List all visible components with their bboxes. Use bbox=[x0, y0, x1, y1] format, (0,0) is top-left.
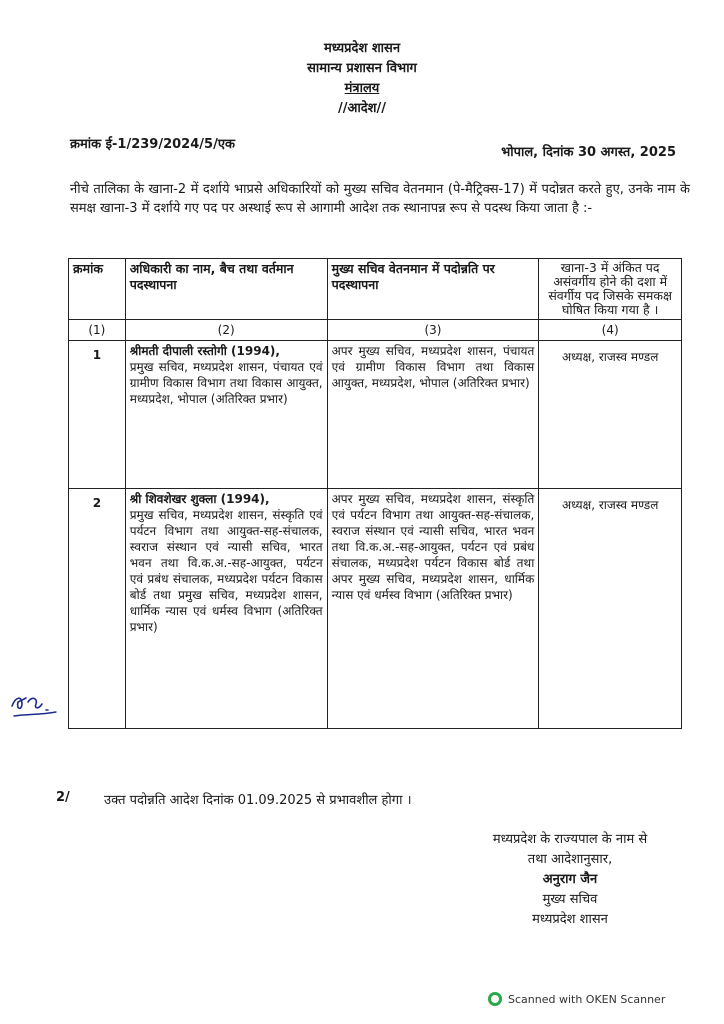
signatory-designation: मुख्य सचिव bbox=[542, 892, 598, 907]
order-title: //आदेश// bbox=[337, 101, 387, 116]
scanner-label: Scanned with OKEN Scanner bbox=[508, 992, 666, 1006]
current-posting: प्रमुख सचिव, मध्यप्रदेश शासन, संस्कृति एवं पर्यटन विभाग तथा आयुक्त-सह-संचालक, स्वराज संस्थान एवं न्यासी सचिव, भारत भवन तथा वि.क.अ.-सह-आयुक्त, पर्यटन एवं प्रबंध संचालक, मध्यप्रदेश पर्यटन विकास बोर्ड तथा प्रमुख सचिव, मध्यप्रदेश शासन, धार्मिक न्यास एवं धर्मस्व विभाग (अतिरिक्त प्रभार) bbox=[129, 508, 323, 634]
officer-cell bbox=[125, 341, 327, 489]
header-equivalent-post: खाना-3 में अंकित पद असंवर्गीय होने की दशा में संवर्गीय पद जिसके समकक्ष घोषित किया गया है । bbox=[539, 259, 682, 320]
intro-paragraph: नीचे तालिका के खाना-2 में दर्शाये भाप्रसे अधिकारियों को मुख्य सचिव वेतनमान (पे-मैट्रिक्स-17) में पदोन्नत करते हुए, उनके नाम के समक्ष खाना-3 में दर्शाये गए पद पर अस्थाई रूप से आगामी आदेश तक स्थानापन्न रूप से पदस्थ किया जाता है :- bbox=[70, 182, 690, 216]
signature-line1: मध्यप्रदेश के राज्यपाल के नाम से bbox=[492, 832, 648, 847]
signatory-office: मध्यप्रदेश शासन bbox=[532, 912, 608, 927]
equivalent-post: अध्यक्ष, राजस्व मण्डल bbox=[539, 489, 682, 729]
govt-name: मध्यप्रदेश शासन bbox=[323, 41, 401, 56]
scanner-logo-icon bbox=[488, 992, 502, 1006]
equivalent-post: अध्यक्ष, राजस्व मण्डल bbox=[539, 341, 682, 489]
row-serial: 1 bbox=[69, 341, 126, 489]
promotion-posting: अपर मुख्य सचिव, मध्यप्रदेश शासन, पंचायत एवं ग्रामीण विकास विभाग तथा विकास आयुक्त, मध्यप्रदेश, भोपाल (अतिरिक्त प्रभार) bbox=[327, 341, 539, 489]
handwritten-margin-mark bbox=[8, 688, 60, 724]
table-row bbox=[69, 341, 682, 489]
signatory-name: अनुराग जैन bbox=[542, 872, 598, 887]
promotion-table bbox=[68, 258, 682, 729]
header-serial: क्रमांक bbox=[69, 259, 126, 320]
clause-text: उक्त पदोन्नति आदेश दिनांक 01.09.2025 से प्रभावशील होगा । bbox=[104, 793, 412, 808]
officer-name: श्रीमती दीपाली रस्तोगी (1994), bbox=[129, 344, 280, 358]
row-serial: 2 bbox=[69, 489, 126, 729]
promotion-posting: अपर मुख्य सचिव, मध्यप्रदेश शासन, संस्कृति एवं पर्यटन विभाग तथा आयुक्त-सह-संचालक, स्वराज संस्थान एवं न्यासी सचिव, भारत भवन तथा वि.क.अ.-सह-आयुक्त, पर्यटन एवं प्रबंध संचालक, मध्यप्रदेश पर्यटन विकास बोर्ड तथा अपर मुख्य सचिव, मध्यप्रदेश शासन, धार्मिक न्यास एवं धर्मस्व विभाग (अतिरिक्त प्रभार) bbox=[327, 489, 539, 729]
col-number: (1) bbox=[69, 320, 126, 341]
table-header-row bbox=[69, 259, 682, 320]
column-number-row bbox=[69, 320, 682, 341]
col-number: (2) bbox=[125, 320, 327, 341]
ministry-name: मंत्रालय bbox=[344, 81, 380, 96]
clause-number: 2/ bbox=[56, 790, 70, 805]
signature-block bbox=[460, 830, 680, 930]
col-number: (3) bbox=[327, 320, 539, 341]
table-row bbox=[69, 489, 682, 729]
scanner-watermark bbox=[488, 992, 665, 1006]
margin-scribble-icon bbox=[8, 688, 60, 724]
officer-name: श्री शिवशेखर शुक्ला (1994), bbox=[129, 492, 270, 506]
order-number: क्रमांक ई-1/239/2024/5/एक bbox=[70, 137, 235, 152]
col-number: (4) bbox=[539, 320, 682, 341]
order-place-date: भोपाल, दिनांक 30 अगस्त, 2025 bbox=[501, 145, 676, 160]
header-promotion-post: मुख्य सचिव वेतनमान में पदोन्नति पर पदस्थापना bbox=[327, 259, 539, 320]
department-name: सामान्य प्रशासन विभाग bbox=[307, 61, 417, 76]
signature-line2: तथा आदेशानुसार, bbox=[527, 852, 613, 867]
current-posting: प्रमुख सचिव, मध्यप्रदेश शासन, पंचायत एवं ग्रामीण विकास विभाग तथा विकास आयुक्त, मध्यप्रदेश, भोपाल (अतिरिक्त प्रभार) bbox=[129, 360, 323, 406]
header-officer: अधिकारी का नाम, बैच तथा वर्तमान पदस्थापना bbox=[125, 259, 327, 320]
officer-cell bbox=[125, 489, 327, 729]
